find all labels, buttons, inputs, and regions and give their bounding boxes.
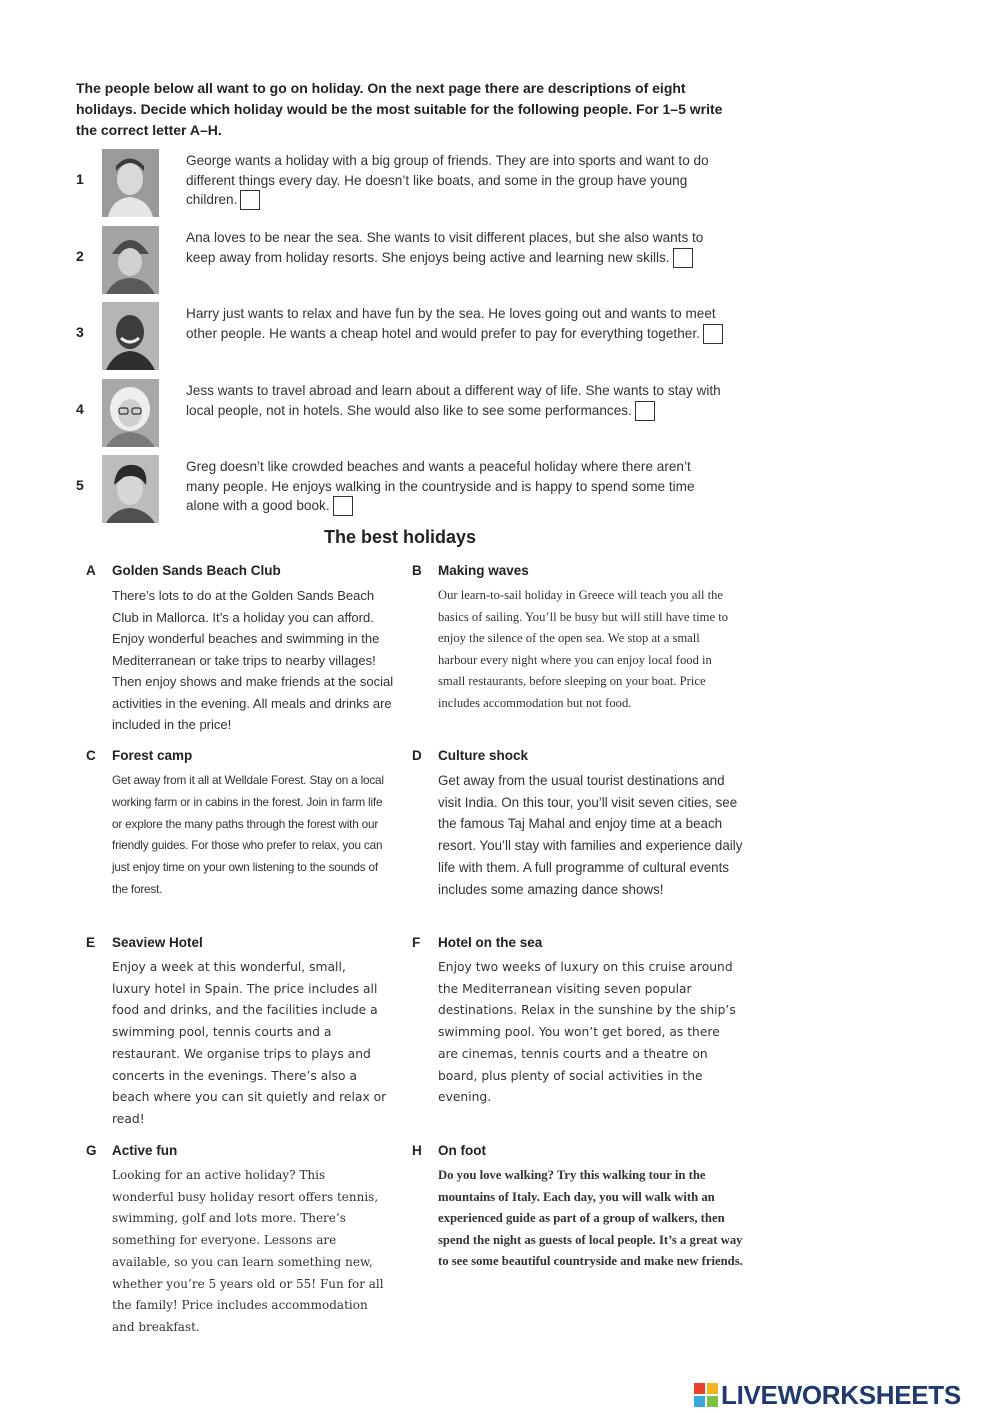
holiday-title: Golden Sands Beach Club bbox=[112, 563, 281, 578]
person-photo-george bbox=[102, 149, 159, 217]
person-4 bbox=[0, 379, 1000, 449]
holiday-title: On foot bbox=[438, 1143, 486, 1158]
logo-text: LIVEWORKSHEETS bbox=[721, 1379, 961, 1410]
holiday-letter: D bbox=[412, 748, 422, 763]
holiday-title: Culture shock bbox=[438, 748, 529, 763]
person-description bbox=[186, 457, 726, 516]
liveworksheets-logo-icon bbox=[694, 1383, 718, 1407]
answer-box-1[interactable] bbox=[240, 190, 260, 210]
holiday-text: Looking for an active holiday? This wonderful busy holiday resort offers tennis, swimming, golf and lots more. There’s something for everyone. Lessons are available, so you can learn something new, whether you’re 5 years old or 55! Fun for all the family! Price includes accommodation and breakfast. bbox=[112, 1168, 384, 1334]
holiday-letter: H bbox=[412, 1143, 422, 1158]
liveworksheets-logo bbox=[694, 1378, 961, 1412]
person-description bbox=[186, 228, 726, 268]
person-text: Greg doesn’t like crowded beaches and wants a peaceful holiday where there aren’t many people. He enjoys walking in the countryside and is happy to spend some time alone with a good book. bbox=[186, 459, 695, 513]
holiday-text: Do you love walking? Try this walking tour in the mountains of Italy. Each day, you will walk with an experienced guide as part of a group of walkers, then spend the night as guests of local people. It’s a great way to see some beautiful countryside and make new friends. bbox=[438, 1168, 743, 1269]
person-photo-greg bbox=[102, 455, 159, 523]
holiday-letter: G bbox=[86, 1143, 97, 1158]
section-title: The best holidays bbox=[323, 527, 477, 547]
holiday-letter: B bbox=[412, 563, 422, 578]
person-number: 4 bbox=[76, 401, 84, 417]
person-text: George wants a holiday with a big group of friends. They are into sports and want to do different things every day. He doesn’t like boats, and some in the group have young children. bbox=[186, 153, 709, 207]
holiday-letter: A bbox=[86, 563, 96, 578]
person-number: 5 bbox=[76, 477, 84, 493]
holiday-letter: C bbox=[86, 748, 96, 763]
person-photo-jess bbox=[102, 379, 159, 447]
instructions: The people below all want to go on holiday. On the next page there are descriptions of eight holidays. Decide which holiday would be the most suitable for the following people. For 1–5 write the correct letter A–H. bbox=[76, 80, 723, 138]
person-text: Jess wants to travel abroad and learn about a different way of life. She wants to stay with local people, not in hotels. She would also like to see some performances. bbox=[186, 383, 721, 418]
person-3 bbox=[0, 302, 1000, 372]
holiday-text: Enjoy a week at this wonderful, small, luxury hotel in Spain. The price includes all food and drinks, and the facilities include a swimming pool, tennis courts and a restaurant. We organise trips to plays and concerts in the evenings. There’s also a beach where you can sit quietly and relax or read! bbox=[112, 960, 387, 1126]
holiday-text: There’s lots to do at the Golden Sands Beach Club in Mallorca. It’s a holiday you can afford. Enjoy wonderful beaches and swimming in the Mediterranean or take trips to nearby villages! Then enjoy shows and make friends at the social activities in the evening. All meals and drinks are included in the price! bbox=[112, 588, 394, 732]
holiday-title: Seaview Hotel bbox=[112, 935, 203, 950]
person-2 bbox=[0, 226, 1000, 296]
person-number: 1 bbox=[76, 171, 84, 187]
holiday-letter: E bbox=[86, 935, 96, 950]
holiday-text: Our learn-to-sail holiday in Greece will teach you all the basics of sailing. You’ll be busy but will still have time to enjoy the silence of the open sea. We stop at a small harbour every night where you can enjoy local food in small restaurants, before sleeping on your boat. Price includes accommodation but not food. bbox=[438, 588, 728, 710]
answer-box-4[interactable] bbox=[635, 401, 655, 421]
holiday-title: Making waves bbox=[438, 563, 529, 578]
holiday-text: Enjoy two weeks of luxury on this cruise around the Mediterranean visiting seven popular destinations. Relax in the sunshine by the ship’s swimming pool. You won’t get bored, as there are cinemas, tennis courts and a theatre on board, plus plenty of social activities in the evening. bbox=[438, 960, 736, 1105]
person-1 bbox=[0, 149, 1000, 219]
holiday-title: Hotel on the sea bbox=[438, 935, 543, 950]
answer-box-2[interactable] bbox=[673, 248, 693, 268]
person-description bbox=[186, 304, 726, 344]
holiday-letter: F bbox=[412, 935, 421, 950]
person-photo-ana bbox=[102, 226, 159, 294]
person-5 bbox=[0, 455, 1000, 525]
holiday-title: Active fun bbox=[112, 1143, 178, 1158]
holiday-title: Forest camp bbox=[112, 748, 193, 763]
person-text: Harry just wants to relax and have fun by the sea. He loves going out and wants to meet other people. He wants a cheap hotel and would prefer to pay for everything together. bbox=[186, 306, 716, 341]
answer-box-3[interactable] bbox=[703, 324, 723, 344]
holiday-text: Get away from the usual tourist destinations and visit India. On this tour, you’ll visit seven cities, see the famous Taj Mahal and enjoy time at a beach resort. You’ll stay with families and experience daily life with them. A full programme of cultural events includes some amazing dance shows! bbox=[438, 773, 743, 897]
holiday-text: Get away from it all at Welldale Forest. Stay on a local working farm or in cabins in the forest. Join in farm life or explore the many paths through the forest with our friendly guides. For those who prefer to relax, you can just enjoy time on your own listening to the sounds of the forest. bbox=[112, 773, 384, 896]
person-description bbox=[186, 151, 726, 210]
person-description bbox=[186, 381, 726, 421]
person-photo-harry bbox=[102, 302, 159, 370]
person-number: 2 bbox=[76, 248, 84, 264]
person-text: Ana loves to be near the sea. She wants to visit different places, but she also wants to keep away from holiday resorts. She enjoys being active and learning new skills. bbox=[186, 230, 704, 265]
person-number: 3 bbox=[76, 324, 84, 340]
answer-box-5[interactable] bbox=[333, 496, 353, 516]
